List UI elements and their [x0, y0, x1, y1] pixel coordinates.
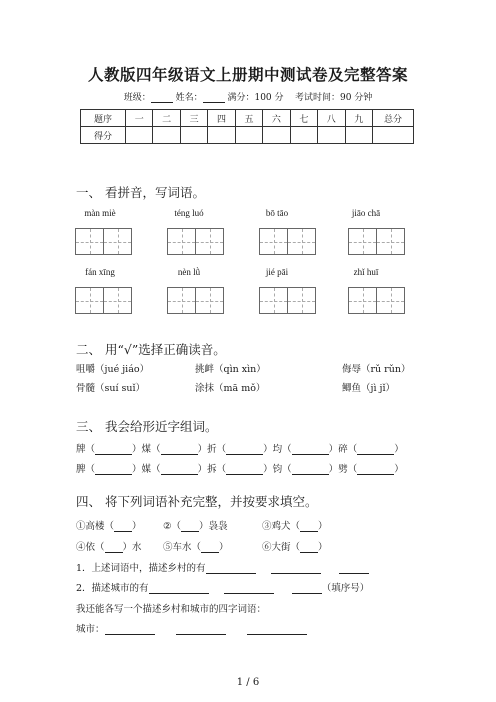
idiom-item	[163, 518, 228, 532]
idiom-text: ）	[318, 521, 328, 532]
answer-blank[interactable]	[201, 542, 219, 553]
answer-blank[interactable]	[357, 464, 394, 475]
section-3-heading: 三、 我会给形近字组词。	[76, 419, 218, 434]
full-score: 满分：100 分	[227, 93, 284, 103]
idiom-text: ）	[132, 521, 142, 532]
idiom-text: ③鸡犬（	[262, 521, 301, 532]
char: 碎	[338, 444, 348, 455]
score-cell[interactable]	[180, 127, 207, 144]
score-cell[interactable]	[263, 127, 290, 144]
question-text: 1．上述词语中，描述乡村的有	[76, 563, 206, 574]
reading-choice[interactable]: 侮辱（rǔ rǔn）	[342, 364, 411, 375]
word-group-row: 牌（ ）煤（ ）折（ ）均（ ）碎（ ）	[76, 444, 404, 455]
char: 脾	[76, 464, 86, 475]
idiom-text: ）	[219, 542, 229, 553]
answer-blank[interactable]	[292, 464, 329, 475]
idiom-text: ①高楼（	[76, 521, 115, 532]
class-label: 班级：	[123, 93, 151, 103]
answer-blank[interactable]	[176, 624, 226, 635]
answer-blank[interactable]	[95, 444, 132, 455]
score-header-cell: 总分	[373, 110, 414, 127]
answer-blank[interactable]	[226, 464, 263, 475]
char: 媒	[141, 464, 152, 475]
idiom-item	[262, 539, 328, 553]
exam-time: 考试时间：90 分钟	[294, 93, 373, 103]
answer-blank[interactable]	[357, 444, 394, 455]
reading-choice[interactable]: 涂抹（mā mǒ）	[195, 383, 266, 394]
char: 牌	[76, 444, 86, 455]
answer-blank[interactable]	[161, 444, 198, 455]
question-note: （填序号）	[321, 583, 370, 594]
pinyin: jiāo chā	[351, 208, 381, 218]
score-header-cell: 一	[126, 110, 153, 127]
answer-blank[interactable]	[206, 563, 256, 574]
reading-choice[interactable]: 咀嚼（jué jiáo）	[76, 364, 150, 375]
idiom-text: ）水	[122, 542, 142, 553]
idiom-text: ⑤车水（	[163, 542, 202, 553]
idiom-item	[262, 518, 328, 532]
score-header-cell: 题序	[81, 110, 126, 127]
section-2-heading: 二、 用“√”选择正确读音。	[76, 342, 226, 357]
answer-blank[interactable]	[161, 464, 198, 475]
pinyin: zhǐ huī	[353, 267, 379, 277]
idiom-text: ）袅袅	[199, 521, 228, 532]
score-row	[81, 127, 414, 144]
section-4-heading: 四、 将下列词语补充完整，并按要求填空。	[76, 494, 318, 509]
question-4	[76, 621, 307, 635]
writing-grid[interactable]	[75, 287, 132, 314]
answer-blank[interactable]	[292, 583, 322, 594]
score-row-label: 得分	[81, 127, 126, 144]
name-label: 姓名：	[175, 93, 203, 103]
reading-choice[interactable]: 骨髓（suí suǐ）	[76, 383, 146, 394]
answer-blank[interactable]	[226, 444, 263, 455]
pinyin: jié pāi	[265, 267, 289, 277]
pinyin: màn miè	[84, 208, 116, 218]
class-blank[interactable]	[151, 92, 173, 103]
score-header-cell: 九	[345, 110, 373, 127]
score-cell[interactable]	[318, 127, 345, 144]
pinyin: nèn lǜ	[177, 267, 201, 277]
score-header-cell: 四	[208, 110, 235, 127]
word-group-row: 脾（ ）媒（ ）拆（ ）钧（ ）劈（ ）	[76, 464, 404, 475]
exam-info	[0, 90, 496, 103]
score-cell[interactable]	[153, 127, 180, 144]
answer-blank[interactable]	[149, 583, 209, 594]
idiom-text: ）	[318, 542, 328, 553]
answer-blank[interactable]	[300, 542, 318, 553]
pinyin: téng luó	[174, 208, 204, 218]
idiom-item	[76, 518, 142, 532]
score-cell[interactable]	[235, 127, 262, 144]
reading-choice[interactable]: 挑衅（qìn xìn）	[195, 364, 266, 375]
idiom-text: ⑥大街（	[262, 542, 301, 553]
reading-choice[interactable]: 鲫鱼（jì jǐ）	[342, 383, 395, 394]
page-title: 人教版四年级语文上册期中测试卷及完整答案	[87, 65, 408, 84]
question-2	[76, 580, 369, 594]
score-header-cell: 三	[180, 110, 207, 127]
score-header-cell: 六	[263, 110, 290, 127]
answer-blank[interactable]	[339, 563, 369, 574]
score-cell[interactable]	[373, 127, 414, 144]
answer-blank[interactable]	[114, 521, 132, 532]
question-text: 城市：	[76, 624, 105, 635]
writing-grid[interactable]	[259, 228, 316, 255]
score-header-cell: 五	[235, 110, 262, 127]
score-header-row	[81, 110, 414, 127]
answer-blank[interactable]	[105, 624, 155, 635]
answer-blank[interactable]	[292, 444, 329, 455]
question-text: 2．描述城市的有	[76, 583, 149, 594]
idiom-item	[76, 539, 142, 553]
section-1-heading: 一、 看拼音，写词语。	[76, 185, 205, 200]
score-header-cell: 七	[290, 110, 317, 127]
score-cell[interactable]	[126, 127, 153, 144]
answer-blank[interactable]	[224, 583, 274, 594]
pinyin: fán xīng	[85, 267, 115, 277]
char: 折	[207, 444, 217, 455]
question-3: 我还能各写一个描述乡村和城市的四字词语：	[76, 604, 267, 615]
question-1	[76, 560, 369, 574]
score-cell[interactable]	[345, 127, 373, 144]
writing-grid[interactable]	[348, 287, 405, 314]
answer-blank[interactable]	[105, 542, 123, 553]
char: 劈	[338, 464, 348, 475]
writing-grid[interactable]	[348, 228, 405, 255]
writing-grid[interactable]	[167, 287, 224, 314]
answer-blank[interactable]	[247, 624, 307, 635]
char: 均	[272, 444, 283, 455]
char: 拆	[207, 464, 217, 475]
answer-blank[interactable]	[95, 464, 132, 475]
writing-grid[interactable]	[75, 228, 132, 255]
score-header-cell: 八	[318, 110, 345, 127]
idiom-item	[163, 539, 229, 553]
score-header-cell: 二	[153, 110, 180, 127]
page-number: 1 / 6	[236, 677, 260, 688]
writing-grid[interactable]	[167, 228, 224, 255]
writing-grid[interactable]	[259, 287, 316, 314]
answer-blank[interactable]	[300, 521, 318, 532]
answer-blank[interactable]	[181, 521, 199, 532]
idiom-text: ②（	[163, 521, 182, 532]
answer-blank[interactable]	[271, 563, 321, 574]
idiom-text: ④依（	[76, 542, 105, 553]
name-blank[interactable]	[203, 92, 225, 103]
score-cell[interactable]	[208, 127, 235, 144]
score-cell[interactable]	[290, 127, 317, 144]
char: 煤	[141, 444, 152, 455]
pinyin: bō tāo	[265, 208, 289, 218]
score-table	[80, 109, 414, 144]
char: 钧	[272, 464, 283, 475]
